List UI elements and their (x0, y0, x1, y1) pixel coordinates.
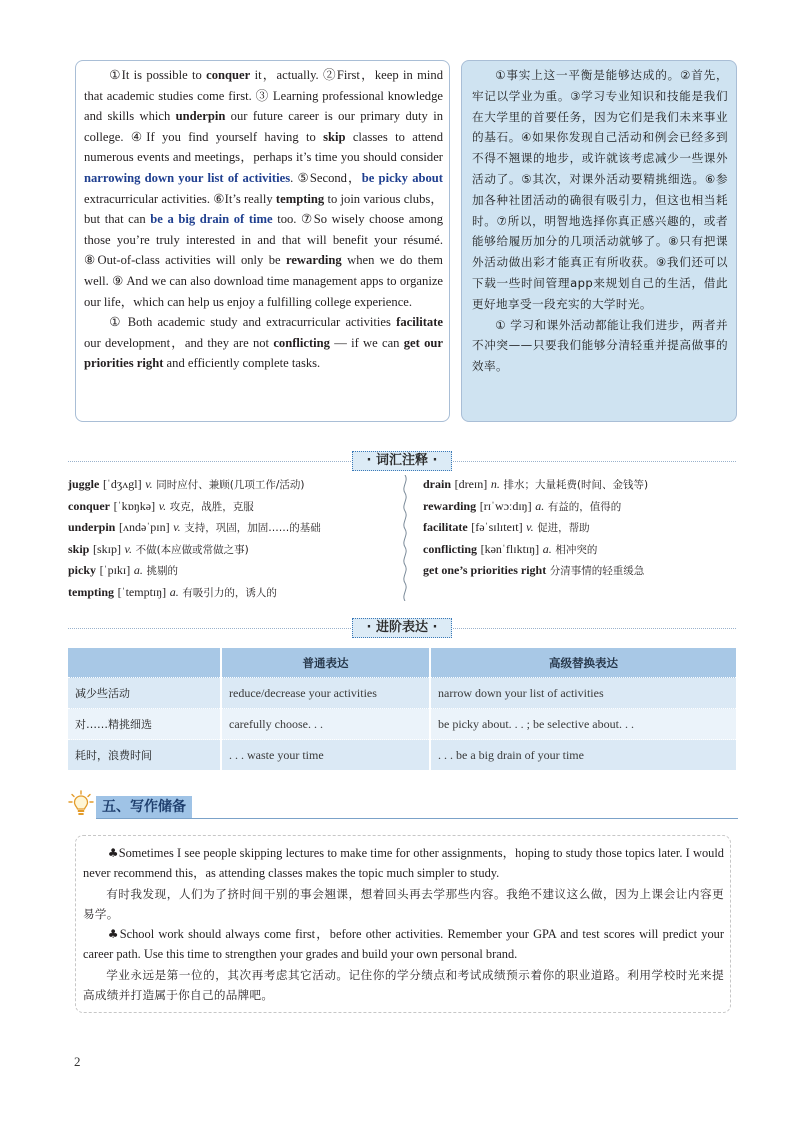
vocab-word: conflicting (423, 541, 477, 556)
vocab-pos: a. (535, 498, 545, 513)
vocab-rule-right (453, 461, 736, 462)
vocab-word: conquer (68, 498, 110, 513)
vocab-word: juggle (68, 477, 100, 491)
vocab-entry (68, 582, 398, 604)
translation-box (461, 60, 737, 422)
vocab-meaning: 有吸引力的，诱人的 (182, 586, 277, 599)
vocab-entry (68, 539, 398, 561)
vocab-meaning: 分清事情的轻重缓急 (549, 565, 645, 577)
vocab-entry (68, 517, 398, 539)
writing-english-2-text: School work should always come first，before other activities. Remember your GPA and test scores will predict your career path. Use this time to strengthen your grades and build your own personal brand. (83, 927, 724, 962)
keyword: underpin (175, 109, 226, 124)
keyword: tempting (275, 191, 325, 206)
vocab-word: underpin (68, 520, 116, 534)
writing-box (75, 835, 731, 1013)
vocab-pos: v. (145, 477, 153, 491)
table-cell: carefully choose. . . (221, 709, 430, 740)
table-row (68, 740, 736, 771)
vocab-entry (423, 474, 743, 496)
vocab-pos: n. (490, 477, 500, 491)
vocab-entry (423, 517, 743, 539)
vocab-pos: a. (542, 541, 552, 556)
vocab-meaning: 促进，帮助 (537, 522, 590, 534)
vocab-entry (423, 496, 743, 518)
vocab-phonetic: [ˈpɪkɪ] (99, 563, 131, 577)
passage-paragraph-2: ① Both academic study and extracurricular activities facilitate our development，and they are not conflicting — if we can get our priorities right and efficiently complete tasks. (84, 315, 443, 371)
vocab-rule-left (68, 461, 351, 462)
vocab-meaning: 排水；大量耗费(时间、金钱等) (503, 479, 649, 491)
vocab-pos: a. (133, 563, 143, 577)
club-icon: ♣ (107, 846, 119, 860)
vocab-meaning: 同时应付、兼顾(几项工作/活动) (156, 479, 305, 491)
table-cell: be picky about. . . ; be selective about. . . (430, 709, 736, 740)
table-row (68, 678, 736, 709)
vocab-phonetic: [ˈdʒʌgl] (102, 477, 142, 491)
table-header-cell: 高级替换表达 (430, 648, 736, 678)
table-cell: narrow down your list of activities (430, 678, 736, 709)
vocab-word: facilitate (423, 520, 468, 534)
vocab-list-right (423, 474, 743, 582)
table-cell: 耗时，浪费时间 (68, 740, 221, 771)
vocab-word: skip (68, 541, 90, 556)
writing-chinese-2: 学业永远是第一位的，其次再考虑其它活动。记住你的学分绩点和考试成绩预示着你的职业道路。利用学校时光来提高成绩并打造属于你自己的品牌吧。 (83, 967, 724, 1003)
vocab-word: tempting (68, 584, 114, 599)
vocab-entry (423, 539, 743, 561)
table-cell: 对……精挑细选 (68, 709, 221, 740)
table-row (68, 709, 736, 740)
vocab-phonetic: [rɪˈwɔːdɪŋ] (479, 498, 532, 513)
expression-table (68, 648, 736, 770)
vocab-meaning: 有益的，值得的 (547, 500, 622, 513)
writing-section-title: 五、写作储备 (96, 796, 192, 818)
keyword: facilitate (396, 315, 443, 330)
passage-paragraph-1: ①It is possible to conquer it，actually. ②First，keep in mind that academic studies come first. ③ Learning professional knowledge and skills which underpin our future career is our primary duty in college. ④If you find yourself having to skip classes to attend numerous events and meetings，perhaps it’s time you should consider narrowing down your list of activities. ⑤Second，be picky about extracurricular activities. ⑥It’s really tempting to join various clubs，but that can be a big drain of time too. ⑦So wisely choose among those you’re truly interested in and that will benefit your résumé. ⑧Out-of-class activities will only be rewarding when we do them well. ⑨ And we can also download time management apps to organize our life，which can help us enjoy a fulfilling college experience. (84, 68, 444, 309)
vocab-pos: v. (158, 498, 167, 513)
lightbulb-icon (66, 789, 96, 819)
writing-english-2 (83, 924, 724, 965)
vocab-phonetic: [fəˈsɪlɪteɪt] (471, 520, 523, 534)
keyword: rewarding (285, 253, 342, 268)
translation-paragraph-1: ①事实上这一平衡是能够达成的。②首先，牢记以学业为重。③学习专业知识和技能是我们在大学里的首要任务，因为它们是我们未来事业的基石。④如果你发现自己活动和例会已经多到不得不翘课的地步，或许就该考虑减少一些课外活动了。⑤其次，对课外活动要精挑细选。⑥参加各种社团活动的确很有吸引力，但这也相当耗时。⑦所以，明智地选择你真正感兴趣的，或者能够给履历加分的几项活动就够了。⑧只有把课外活动做出彩才能真正有所收获。⑨我们还可以下载一些时间管理app来规划自己的生活，借此更好地享受一段充实的大学时光。 (472, 68, 728, 311)
passage-box (75, 60, 450, 422)
vocab-phonetic: [ˈtemptɪŋ] (117, 584, 167, 599)
vocab-word: drain (423, 477, 452, 491)
key-phrase: be a big drain of time (150, 212, 273, 227)
vocab-meaning: 攻克，战胜，克服 (169, 500, 254, 513)
writing-english-1-text: Sometimes I see people skipping lectures to make time for other assignments，hoping to study those topics later. I would never recommend this，as attending classes makes the topic much simpler to study. (83, 846, 725, 881)
table-header-row (68, 648, 736, 678)
vocab-pos: a. (169, 584, 179, 599)
table-cell: 减少些活动 (68, 678, 221, 709)
vocab-section-tag: · 词汇注释 · (352, 451, 452, 471)
table-cell: . . . be a big drain of your time (430, 740, 736, 771)
vocab-pos: v. (173, 520, 181, 534)
vocab-phonetic: [ˈkɒŋkə] (113, 498, 156, 513)
translation-text (472, 65, 728, 377)
expr-rule-right (453, 628, 736, 629)
vocab-meaning: 相冲突的 (555, 543, 598, 556)
vocab-pos: v. (124, 541, 132, 556)
page-number: 2 (74, 1054, 81, 1069)
key-phrase: be picky about (361, 170, 443, 185)
vocab-divider (401, 475, 409, 601)
keyword: get our priorities right (84, 335, 443, 371)
vocab-entry (68, 560, 398, 582)
vocab-word: rewarding (423, 498, 477, 513)
writing-chinese-1: 有时我发现，人们为了挤时间干别的事会翘课，想着回头再去学那些内容。我绝不建议这么做，因为上课会让内容更易学。 (83, 886, 724, 921)
expr-rule-left (68, 628, 351, 629)
vocab-meaning: 支持，巩固，加固……的基础 (184, 522, 321, 534)
writing-section-underline (96, 818, 738, 819)
table-cell: reduce/decrease your activities (221, 678, 430, 709)
club-icon: ♣ (107, 927, 120, 942)
passage-text (84, 65, 443, 374)
vocab-pos: v. (526, 520, 534, 534)
translation-paragraph-2: ① 学习和课外活动都能让我们进步，两者并不冲突——只要我们能够分清轻重并提高做事的效率。 (472, 317, 728, 374)
vocab-entry (68, 474, 398, 496)
table-header-cell (68, 648, 221, 678)
vocab-phonetic: [skɪp] (92, 541, 121, 556)
keyword: skip (323, 129, 346, 144)
writing-english-1 (83, 843, 724, 884)
keyword: conquer (206, 68, 251, 82)
vocab-entry (68, 496, 398, 518)
vocab-list-left (68, 474, 398, 603)
writing-section-header (66, 789, 738, 819)
expr-section-tag: · 进阶表达 · (352, 618, 452, 638)
key-phrase: narrowing down your list of activities (84, 170, 291, 185)
vocab-meaning: 不做(本应做或常做之事) (135, 543, 249, 556)
table-header-cell: 普通表达 (221, 648, 430, 678)
table-cell: . . . waste your time (221, 740, 430, 771)
vocab-phonetic: [ʌndəˈpɪn] (118, 520, 170, 534)
vocab-word: picky (68, 563, 97, 577)
vocab-meaning: 挑剔的 (146, 565, 178, 577)
vocab-word: get one’s priorities right (423, 563, 547, 577)
keyword: conflicting (273, 335, 330, 350)
vocab-phonetic: [dreɪn] (454, 477, 488, 491)
vocab-phonetic: [kənˈflɪktɪŋ] (480, 541, 540, 556)
vocab-entry (423, 560, 743, 582)
